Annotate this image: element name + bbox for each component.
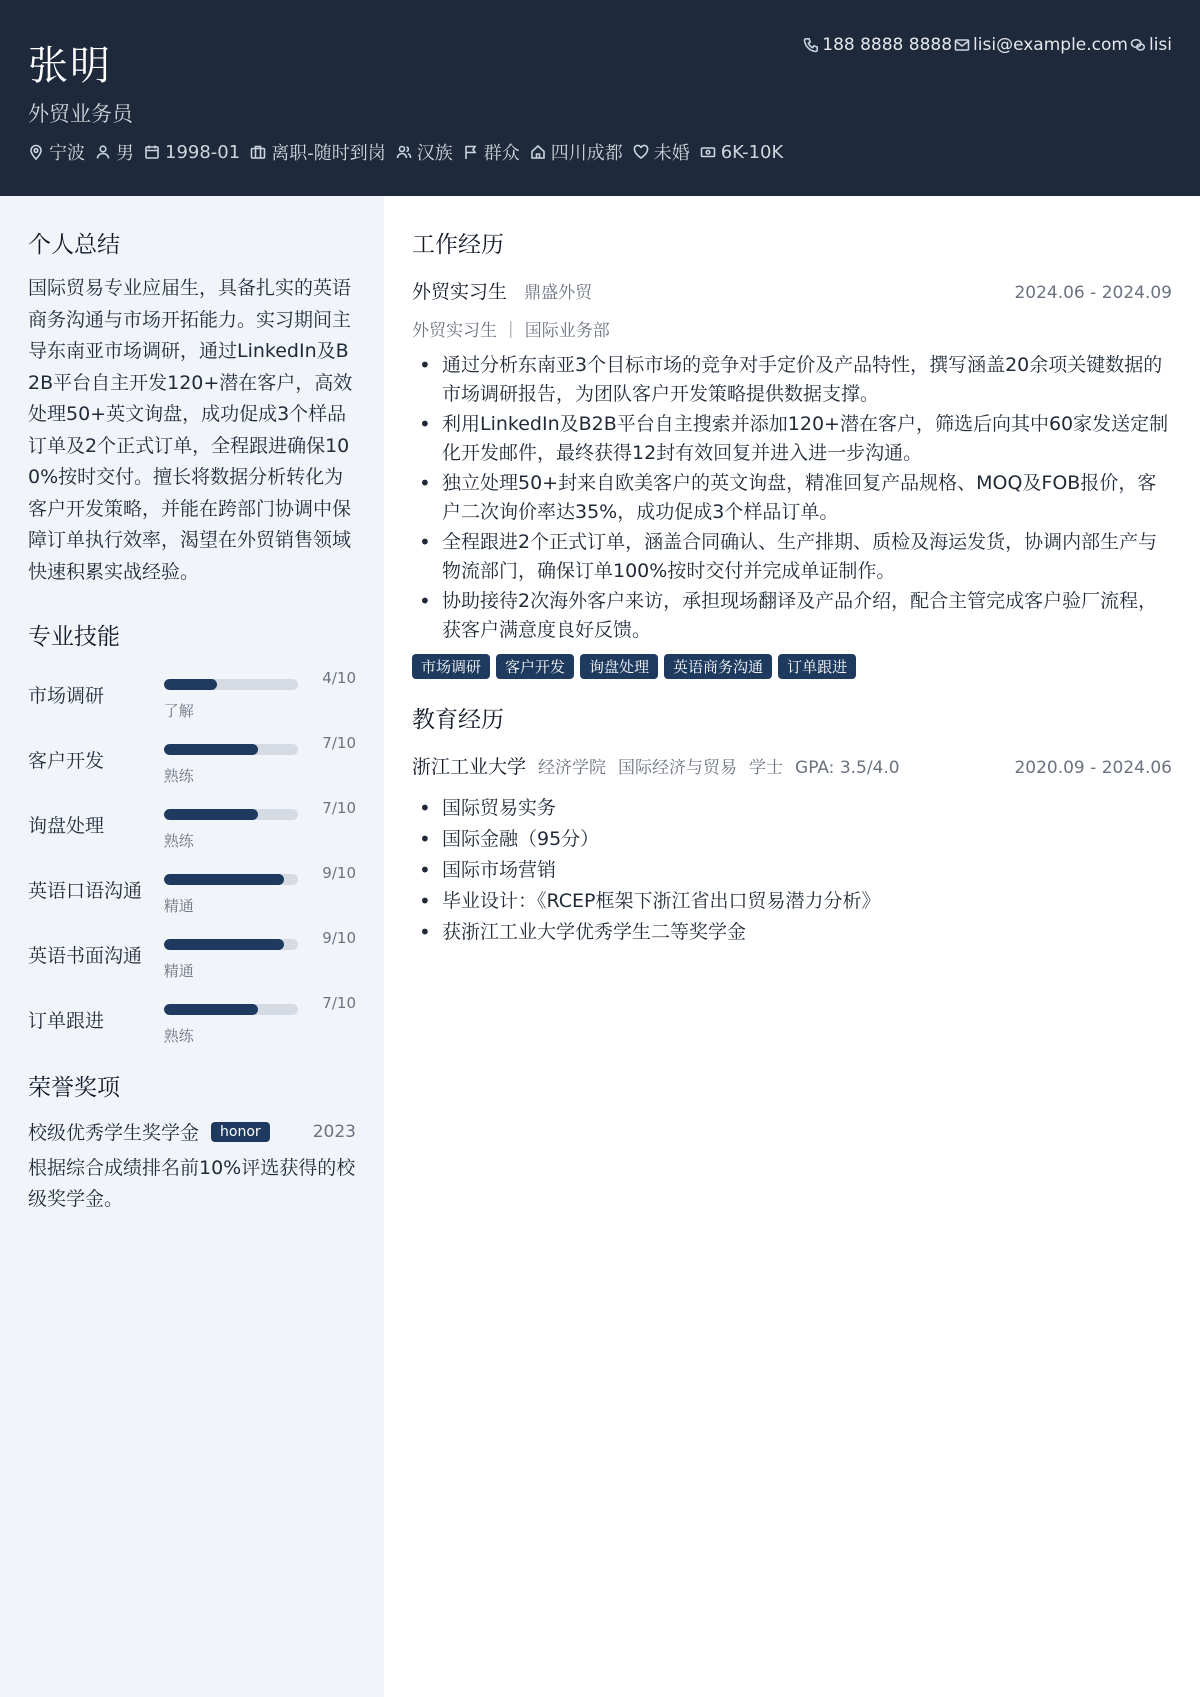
skill-bar-fill <box>164 1004 258 1015</box>
skill-level: 精通 <box>163 962 194 980</box>
meta-salary <box>700 142 784 163</box>
skill-score: 4/10 <box>322 669 356 687</box>
skill-tag: 订单跟进 <box>778 654 856 679</box>
skill-item <box>28 669 356 734</box>
contact-phone[interactable] <box>803 35 952 55</box>
meta-text: 6K-10K <box>720 141 784 163</box>
contact-email-text: lisi@example.com <box>973 35 1128 55</box>
skill-bar-fill <box>164 809 258 820</box>
calendar-icon <box>144 144 160 160</box>
meta-text: 汉族 <box>416 143 453 164</box>
meta-text: 宁波 <box>49 143 85 164</box>
flag-icon <box>463 144 479 160</box>
skill-name: 英语书面沟通 <box>28 945 143 967</box>
honor-name: 校级优秀学生奖学金 <box>28 1122 200 1144</box>
meta-ethnicity <box>396 139 453 165</box>
job-bullet: • 全程跟进2个正式订单，涵盖合同确认、生产排期、质检及海运发货，协调内部生产与物流部门，确保订单100%按时交付并完成单证制作。 <box>412 528 1172 585</box>
edu-bullet: • 获浙江工业大学优秀学生二等奖学金 <box>412 917 1172 948</box>
edu-major: 国际经济与贸易 <box>618 758 738 778</box>
skill-name: 订单跟进 <box>28 1010 105 1032</box>
skill-item <box>28 864 356 929</box>
honor-badge: honor <box>211 1122 270 1142</box>
skill-level: 了解 <box>163 702 194 720</box>
skill-level: 熟练 <box>163 767 194 785</box>
skill-tag: 英语商务沟通 <box>664 654 772 679</box>
honor-year: 2023 <box>312 1121 356 1142</box>
skill-bar <box>164 939 298 950</box>
job-header <box>412 277 1172 304</box>
meta-text: 离职-随时到岗 <box>271 143 386 164</box>
mail-icon <box>954 37 970 53</box>
skills-title: 专业技能 <box>28 624 120 650</box>
contact-phone-text: 188 8888 8888 <box>822 35 953 55</box>
skill-item <box>28 929 356 994</box>
job-bullet: • 利用LinkedIn及B2B平台自主搜索并添加120+潜在客户，筛选后向其中60家发送定制化开发邮件，最终获得12封有效回复并进入进一步沟通。 <box>412 410 1172 467</box>
skill-meter <box>164 734 300 786</box>
skill-score: 7/10 <box>322 799 356 817</box>
skill-bar <box>164 874 298 885</box>
honor-item <box>28 1118 356 1145</box>
skill-level: 熟练 <box>163 832 194 850</box>
edu-school: 浙江工业大学 <box>412 756 527 778</box>
skill-name: 客户开发 <box>28 750 105 772</box>
honors-title: 荣誉奖项 <box>28 1075 120 1101</box>
skill-name: 市场调研 <box>28 685 105 707</box>
job-left <box>412 277 592 304</box>
skill-meter <box>164 864 300 916</box>
skill-name: 英语口语沟通 <box>28 880 143 902</box>
meta-gender <box>95 139 134 165</box>
job-bullet: • 通过分析东南亚3个目标市场的竞争对手定价及产品特性，撰写涵盖20余项关键数据的市场调研报告，为团队客户开发策略提供数据支撑。 <box>412 351 1172 408</box>
skill-meter <box>164 994 300 1046</box>
skill-score: 7/10 <box>322 734 356 752</box>
meta-status <box>250 139 386 165</box>
edu-header <box>412 752 1172 779</box>
skill-score: 7/10 <box>322 994 356 1012</box>
edu-degree: 学士 <box>749 758 784 778</box>
skill-name: 询盘处理 <box>28 815 105 837</box>
candidate-title: 外贸业务员 <box>28 102 133 126</box>
home-icon <box>530 144 546 160</box>
skill-item <box>28 734 356 799</box>
heart-icon <box>633 144 649 160</box>
skill-tag: 市场调研 <box>412 654 490 679</box>
work-title: 工作经历 <box>412 232 504 258</box>
edu-title: 教育经历 <box>412 707 504 733</box>
candidate-name: 张明 <box>28 43 112 89</box>
skill-bar <box>164 809 298 820</box>
people-icon <box>396 144 412 160</box>
skill-bar <box>164 744 298 755</box>
skill-level: 熟练 <box>163 1027 194 1045</box>
summary-title: 个人总结 <box>28 232 120 258</box>
skill-item <box>28 994 356 1059</box>
job-title: 外贸实习生 <box>412 281 508 303</box>
skill-bar-fill <box>164 744 258 755</box>
skill-bar <box>164 1004 298 1015</box>
edu-bullet: • 国际金融（95分） <box>412 824 1172 855</box>
job-date: 2024.06 - 2024.09 <box>1014 283 1172 303</box>
skill-bar-fill <box>164 939 285 950</box>
job-tags <box>412 654 1172 679</box>
sidebar <box>0 196 384 1697</box>
skill-tag: 询盘处理 <box>580 654 658 679</box>
meta-birth <box>144 142 240 163</box>
briefcase-icon <box>250 144 266 160</box>
meta-text: 未婚 <box>653 143 690 164</box>
meta-political <box>463 139 520 165</box>
skill-score: 9/10 <box>322 864 356 882</box>
meta-hometown <box>530 139 623 165</box>
skill-level: 精通 <box>163 897 194 915</box>
skill-meter <box>164 799 300 851</box>
skill-score: 9/10 <box>322 929 356 947</box>
edu-date: 2020.09 - 2024.06 <box>1014 758 1172 778</box>
personal-info <box>28 139 793 165</box>
honor-desc: 根据综合成绩排名前10%评选获得的校级奖学金。 <box>28 1157 356 1210</box>
skill-bar-fill <box>164 874 285 885</box>
edu-left <box>412 752 900 779</box>
meta-text: 群众 <box>483 143 520 164</box>
meta-marital <box>633 139 690 165</box>
summary-text: 国际贸易专业应届生，具备扎实的英语商务沟通与市场开拓能力。实习期间主导东南亚市场调研，通过LinkedIn及B2B平台自主开发120+潜在客户，高效处理50+英文询盘，成功促成3个样品订单及2个正式订单，全程跟进确保100%按时交付。擅长将数据分析转化为客户开发策略，并能在跨部门协调中保障订单执行效率，渴望在外贸销售领域快速积累实战经验。 <box>28 277 353 583</box>
skill-item <box>28 799 356 864</box>
edu-gpa: GPA: 3.5/4.0 <box>795 758 900 778</box>
skill-bar-fill <box>164 679 218 690</box>
meta-location <box>28 139 85 165</box>
wechat-icon <box>1130 37 1146 53</box>
edu-college: 经济学院 <box>538 758 607 778</box>
skill-meter <box>164 669 300 721</box>
job-subtitle: 外贸实习生 ｜ 国际业务部 <box>412 321 610 341</box>
job-bullet: • 协助接待2次海外客户来访，承担现场翻译及产品介绍，配合主管完成客户验厂流程，获客户满意度良好反馈。 <box>412 587 1172 644</box>
job-bullets <box>412 351 1172 644</box>
main-content <box>384 196 1200 1697</box>
contact-info <box>801 35 1172 55</box>
contact-email[interactable] <box>954 35 1128 55</box>
meta-text: 四川成都 <box>550 143 623 164</box>
skill-tag: 客户开发 <box>496 654 574 679</box>
resume-header <box>0 0 1200 196</box>
location-icon <box>28 144 44 160</box>
meta-text: 1998-01 <box>165 141 241 163</box>
job-bullet: • 独立处理50+封来自欧美客户的英文询盘，精准回复产品规格、MOQ及FOB报价，客户二次询价率达35%，成功促成3个样品订单。 <box>412 469 1172 526</box>
skill-meter <box>164 929 300 981</box>
edu-bullet: • 国际贸易实务 <box>412 793 1172 824</box>
job-company: 鼎盛外贸 <box>524 283 593 303</box>
money-icon <box>700 144 716 160</box>
meta-text: 男 <box>116 143 134 164</box>
user-icon <box>95 144 111 160</box>
edu-bullets <box>412 793 1172 948</box>
skill-bar <box>164 679 298 690</box>
honor-left <box>28 1118 270 1145</box>
edu-bullet: • 毕业设计：《RCEP框架下浙江省出口贸易潜力分析》 <box>412 886 1172 917</box>
contact-wechat-text: lisi <box>1148 35 1172 55</box>
skills-list <box>28 669 356 1059</box>
edu-bullet: • 国际市场营销 <box>412 855 1172 886</box>
contact-wechat[interactable] <box>1130 35 1172 55</box>
phone-icon <box>803 37 819 53</box>
